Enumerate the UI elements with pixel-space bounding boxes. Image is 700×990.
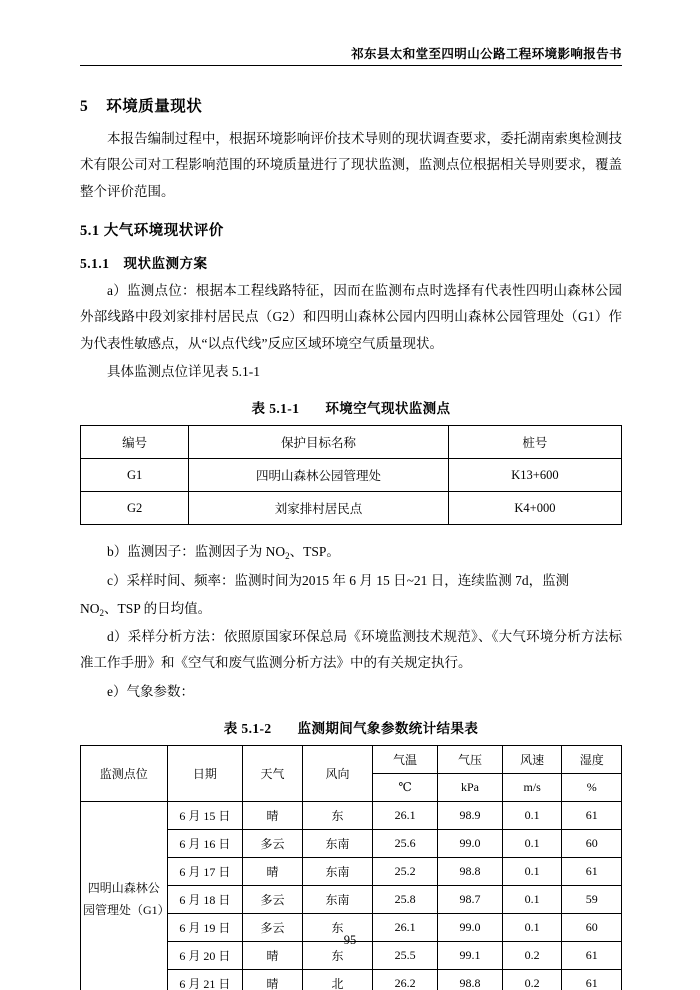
page-number: 95 bbox=[343, 933, 357, 947]
table1-caption-title: 环境空气现状监测点 bbox=[325, 401, 451, 417]
table2-col-header: 风向 bbox=[302, 746, 372, 802]
table-row bbox=[81, 492, 622, 525]
paragraph-a: a）监测点位：根据本工程线路特征，因而在监测布点时选择有代表性四明山森林公园外部线路中段刘家排村居民点（G2）和四明山森林公园内四明山森林公园管理处（G1）作为代表性敏感点，从“以点代线”反应区域环境空气质量现状。 bbox=[80, 282, 622, 351]
table2-cell: 东南 bbox=[302, 858, 372, 886]
paragraph-e: e）气象参数： bbox=[107, 683, 194, 699]
table2-cell: 晴 bbox=[243, 970, 303, 990]
table2-cell: 99.0 bbox=[438, 830, 503, 858]
running-header: 祁东县太和堂至四明山公路工程环境影响报告书 bbox=[351, 47, 622, 61]
table2-cell: 晴 bbox=[243, 802, 303, 830]
subsection-number: 5.1 bbox=[80, 222, 100, 239]
table2-unit-header: ℃ bbox=[373, 774, 438, 802]
section-intro-paragraph: 本报告编制过程中，根据环境影响评价技术导则的现状调查要求，委托湖南索奥检测技术有限公司对工程影响范围的环境质量进行了现状监测，监测点位根据相关导则要求，覆盖整个评价范围。 bbox=[80, 131, 622, 199]
table2-cell: 晴 bbox=[243, 858, 303, 886]
table1-col-header: 编号 bbox=[81, 426, 189, 459]
paragraph-b-pre: b）监测因子：监测因子为 NO bbox=[107, 544, 286, 560]
table2-cell: 98.9 bbox=[438, 802, 503, 830]
table2-cell: 0.2 bbox=[502, 970, 562, 990]
paragraph-b-subscript: 2 bbox=[285, 551, 290, 562]
table2-cell: 6 月 18 日 bbox=[167, 886, 243, 914]
table2-col-header: 湿度 bbox=[562, 746, 622, 774]
header-divider bbox=[80, 65, 622, 66]
subsubsection-number: 5.1.1 bbox=[80, 255, 110, 271]
table2-cell: 0.1 bbox=[502, 830, 562, 858]
table-row bbox=[81, 802, 622, 830]
table2-caption-title: 监测期间气象参数统计结果表 bbox=[297, 721, 479, 737]
paragraph-c-line2 bbox=[80, 596, 622, 622]
table2-cell: 26.1 bbox=[373, 914, 438, 942]
section-number: 5 bbox=[80, 98, 89, 115]
table2-cell: 6 月 15 日 bbox=[167, 802, 243, 830]
table2-cell: 61 bbox=[562, 802, 622, 830]
table2-cell: 6 月 19 日 bbox=[167, 914, 243, 942]
table2-cell: 多云 bbox=[243, 914, 303, 942]
table1-caption-label: 表 5.1-1 bbox=[251, 401, 300, 417]
table2-cell: 0.1 bbox=[502, 858, 562, 886]
table2-caption bbox=[80, 717, 622, 737]
table1-cell: K4+000 bbox=[448, 492, 621, 525]
table2-cell: 北 bbox=[302, 970, 372, 990]
table2-cell: 25.2 bbox=[373, 858, 438, 886]
section-heading bbox=[80, 94, 622, 116]
paragraph-detail-note: 具体监测点位详见表 5.1-1 bbox=[107, 363, 260, 379]
table2-cell: 98.8 bbox=[438, 970, 503, 990]
table2-caption-label: 表 5.1-2 bbox=[223, 721, 272, 737]
table2-cell: 6 月 21 日 bbox=[167, 970, 243, 990]
table2-cell: 59 bbox=[562, 886, 622, 914]
table-monitoring-points bbox=[80, 425, 622, 525]
table2-col-header: 气压 bbox=[438, 746, 503, 774]
page-content bbox=[80, 44, 622, 990]
table2-cell: 0.1 bbox=[502, 914, 562, 942]
table2-cell: 99.1 bbox=[438, 942, 503, 970]
table1-caption bbox=[80, 397, 622, 417]
table2-group-label: 四明山森林公园管理处（G1） bbox=[81, 802, 168, 990]
table2-cell: 98.7 bbox=[438, 886, 503, 914]
table2-unit-header: % bbox=[562, 774, 622, 802]
table2-cell: 25.8 bbox=[373, 886, 438, 914]
table2-cell: 多云 bbox=[243, 886, 303, 914]
table2-cell: 东南 bbox=[302, 886, 372, 914]
table2-unit-header: kPa bbox=[438, 774, 503, 802]
table2-cell: 6 月 17 日 bbox=[167, 858, 243, 886]
table2-cell: 东南 bbox=[302, 830, 372, 858]
table2-cell: 0.2 bbox=[502, 942, 562, 970]
subsubsection-title: 现状监测方案 bbox=[123, 255, 208, 271]
table2-cell: 26.1 bbox=[373, 802, 438, 830]
paragraph-b bbox=[80, 539, 622, 565]
table2-cell: 多云 bbox=[243, 830, 303, 858]
table2-cell: 61 bbox=[562, 858, 622, 886]
table2-cell: 60 bbox=[562, 914, 622, 942]
table1-cell: G1 bbox=[81, 459, 189, 492]
paragraph-d: d）采样分析方法：依照原国家环保总局《环境监测技术规范》、《大气环境分析方法标准工作手册》和《空气和废气监测分析方法》中的有关规定执行。 bbox=[80, 629, 622, 671]
paragraph-b-post: 、TSP。 bbox=[289, 544, 340, 560]
subsection-title: 大气环境现状评价 bbox=[103, 222, 224, 239]
table2-cell: 25.6 bbox=[373, 830, 438, 858]
subsection-heading bbox=[80, 219, 622, 240]
table2-cell: 0.1 bbox=[502, 802, 562, 830]
paragraph-c-line1: c）采样时间、频率：监测时间为2015 年 6 月 15 日~21 日，连续监测 7d，监测 bbox=[107, 572, 570, 588]
table2-cell: 60 bbox=[562, 830, 622, 858]
table1-cell: 四明山森林公园管理处 bbox=[189, 459, 449, 492]
paragraph-c-line2-post: 、TSP 的日均值。 bbox=[104, 600, 212, 616]
table2-cell: 26.2 bbox=[373, 970, 438, 990]
table1-col-header: 桩号 bbox=[448, 426, 621, 459]
table2-cell: 晴 bbox=[243, 942, 303, 970]
table2-col-header: 天气 bbox=[243, 746, 303, 802]
table2-col-header: 监测点位 bbox=[81, 746, 168, 802]
table2-cell: 99.0 bbox=[438, 914, 503, 942]
table-header-row bbox=[81, 426, 622, 459]
table1-cell: 刘家排村居民点 bbox=[189, 492, 449, 525]
paragraph-c-line2-subscript: 2 bbox=[99, 607, 104, 618]
table2-col-header: 风速 bbox=[502, 746, 562, 774]
table2-cell: 98.8 bbox=[438, 858, 503, 886]
table2-cell: 61 bbox=[562, 970, 622, 990]
table2-cell: 东 bbox=[302, 942, 372, 970]
paragraph-c bbox=[80, 568, 622, 594]
table2-cell: 25.5 bbox=[373, 942, 438, 970]
table-header-row bbox=[81, 746, 622, 774]
table2-cell: 0.1 bbox=[502, 886, 562, 914]
page-footer bbox=[0, 933, 700, 948]
table1-cell: K13+600 bbox=[448, 459, 621, 492]
table2-cell: 61 bbox=[562, 942, 622, 970]
table2-col-header: 气温 bbox=[373, 746, 438, 774]
table1-col-header: 保护目标名称 bbox=[189, 426, 449, 459]
table2-cell: 6 月 20 日 bbox=[167, 942, 243, 970]
table-weather-parameters bbox=[80, 745, 622, 990]
table-row bbox=[81, 459, 622, 492]
table2-cell: 东 bbox=[302, 802, 372, 830]
section-title: 环境质量现状 bbox=[106, 98, 203, 115]
subsubsection-heading bbox=[80, 252, 622, 272]
table2-col-header: 日期 bbox=[167, 746, 243, 802]
paragraph-c-line2-pre: NO bbox=[80, 600, 100, 616]
table2-cell: 6 月 16 日 bbox=[167, 830, 243, 858]
table2-unit-header: m/s bbox=[502, 774, 562, 802]
table2-cell: 东 bbox=[302, 914, 372, 942]
table1-cell: G2 bbox=[81, 492, 189, 525]
